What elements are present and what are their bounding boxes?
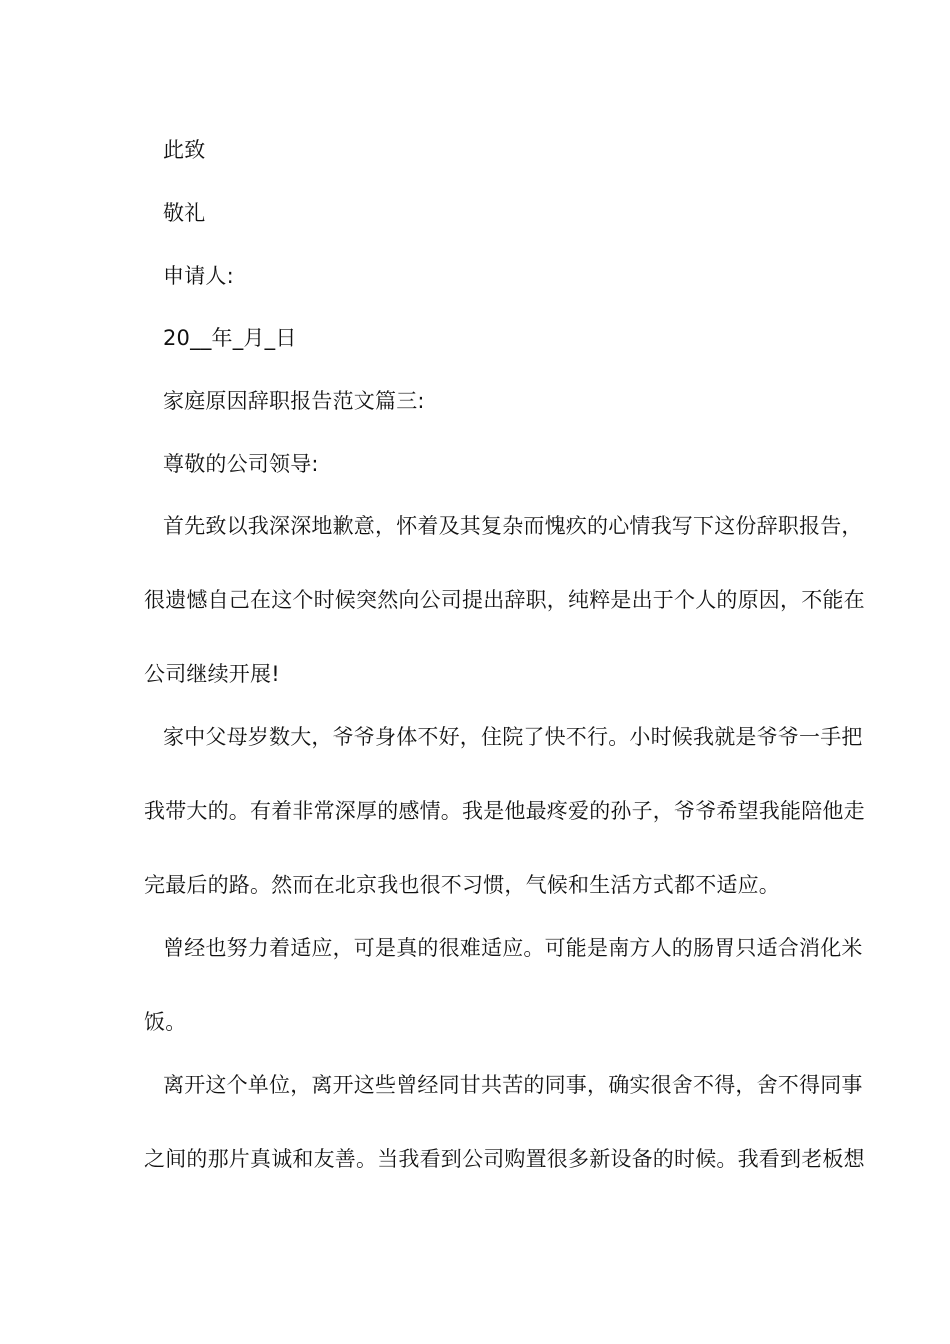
paragraph-2-line-1: 家中父母岁数大，爷爷身体不好，住院了快不行。小时候我就是爷爷一手把 xyxy=(163,725,863,749)
paragraph-4-line-1: 离开这个单位，离开这些曾经同甘共苦的同事，确实很舍不得，舍不得同事 xyxy=(163,1073,863,1097)
paragraph-4-line-2: 之间的那片真诚和友善。当我看到公司购置很多新设备的时候。我看到老板想 xyxy=(144,1147,865,1171)
paragraph-2-line-3: 完最后的路。然而在北京我也很不习惯，气候和生活方式都不适应。 xyxy=(144,873,780,897)
closing-salutation-1: 此致 xyxy=(163,138,206,162)
applicant-label: 申请人: xyxy=(163,264,234,288)
paragraph-2-line-2: 我带大的。有着非常深厚的感情。我是他最疼爱的孙子，爷爷希望我能陪他走 xyxy=(144,799,865,823)
paragraph-1-line-3: 公司继续开展! xyxy=(144,662,280,686)
date-line: 20__年_月_日 xyxy=(163,326,297,350)
paragraph-1-line-1: 首先致以我深深地歉意，怀着及其复杂而愧疚的心情我写下这份辞职报告， xyxy=(163,514,863,538)
paragraph-1-line-2: 很遗憾自己在这个时候突然向公司提出辞职，纯粹是出于个人的原因，不能在 xyxy=(144,588,865,612)
greeting: 尊敬的公司领导: xyxy=(163,452,319,476)
paragraph-3-line-1: 曾经也努力着适应，可是真的很难适应。可能是南方人的肠胃只适合消化米 xyxy=(163,936,863,960)
paragraph-3-line-2: 饭。 xyxy=(144,1010,187,1034)
section-title: 家庭原因辞职报告范文篇三: xyxy=(163,389,425,413)
closing-salutation-2: 敬礼 xyxy=(163,201,206,225)
